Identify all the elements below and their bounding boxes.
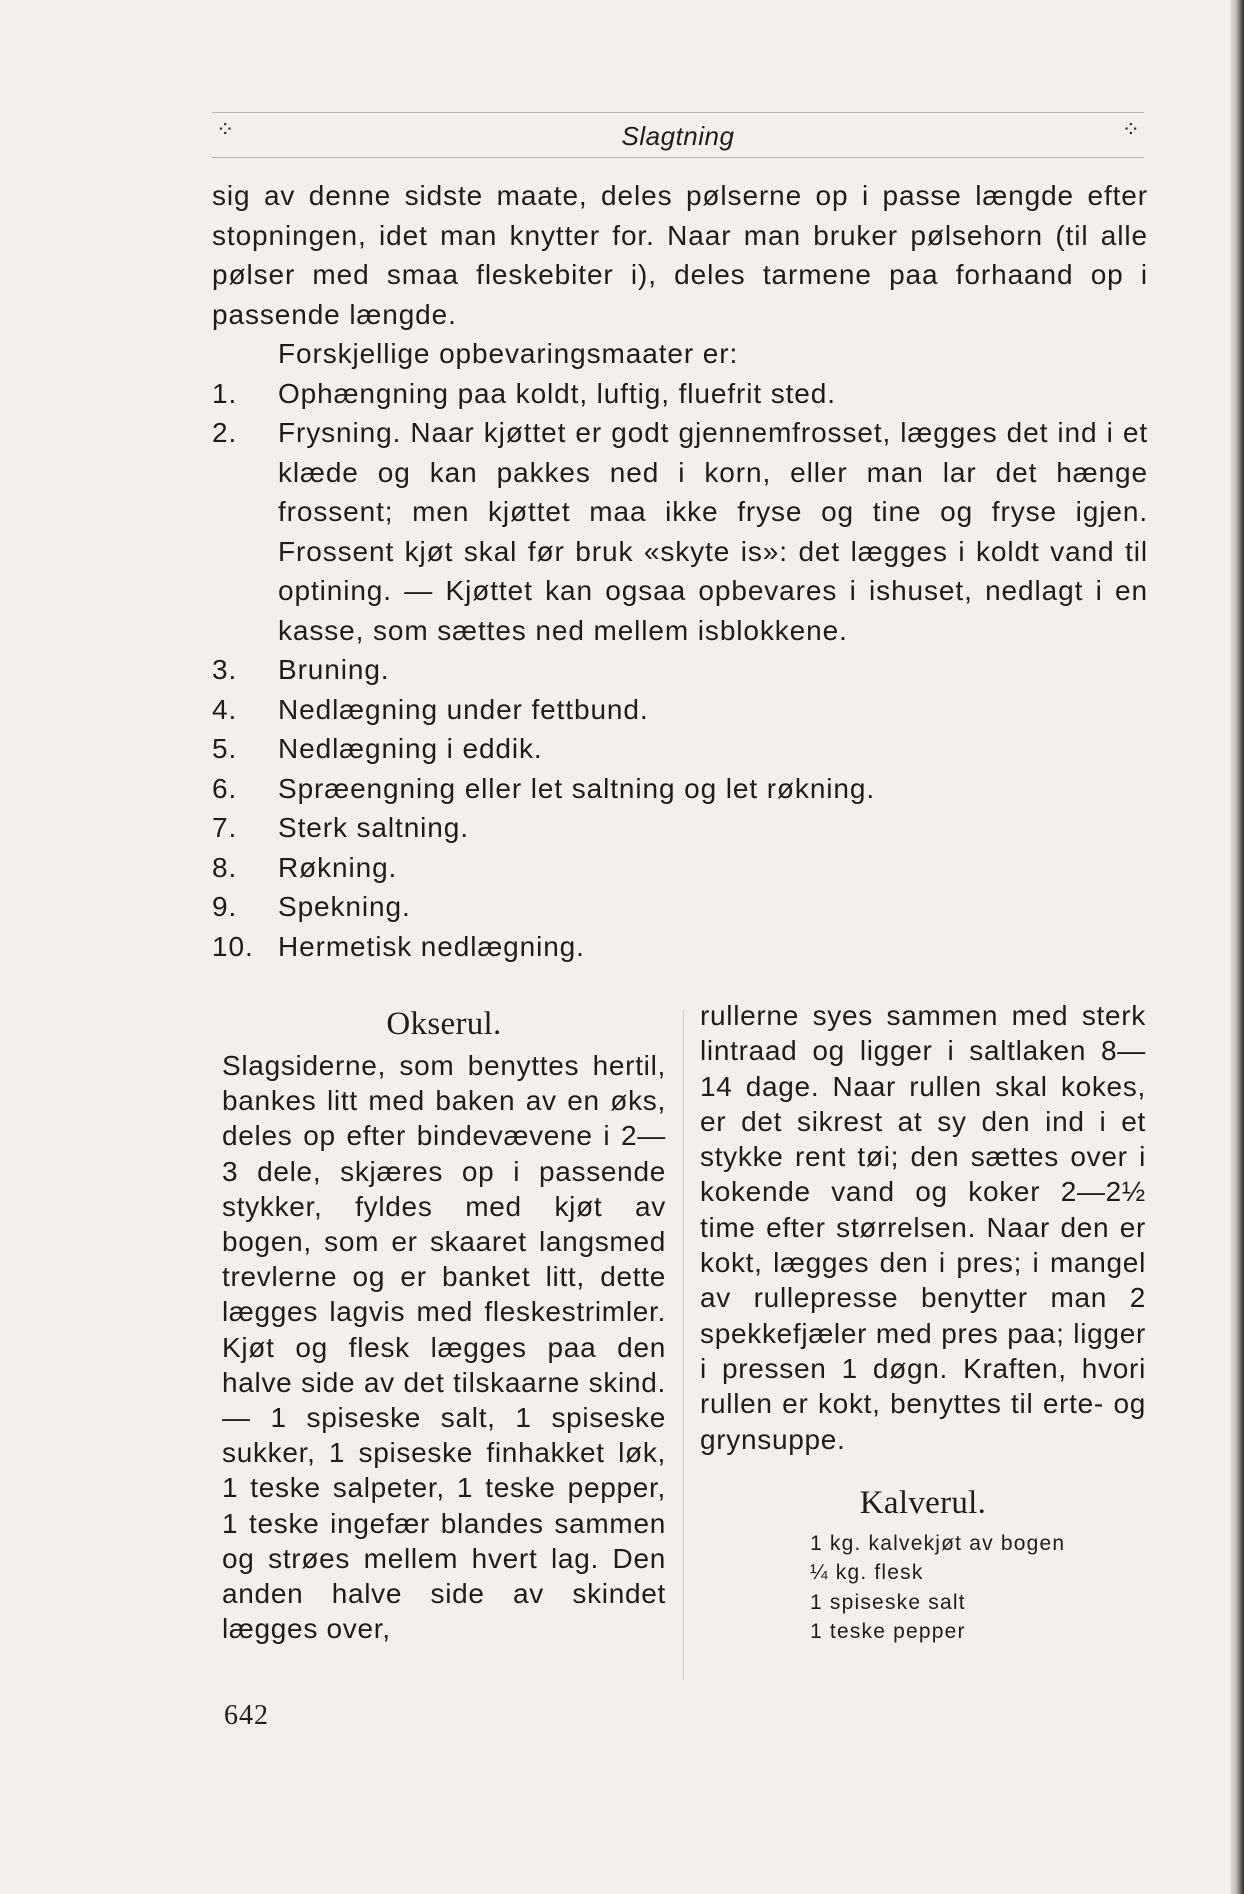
ingredient-item: 1 kg. kalvekjøt av bogen	[810, 1531, 1066, 1555]
list-item: 2. Frysning. Naar kjøttet er godt gjennemfrosset, lægges det ind i et klæde og kan pakkes ned i korn, eller man lar det hænge frossent; men kjøttet maa ikke fryse og tine og fryse igjen. Frossent kjøt skal før bruk «skyte is»: det lægges i koldt vand til optining. — Kjøttet kan ogsaa opbevares i ishuset, nedlagt i en kasse, som sættes ned mellem isblokkene.	[212, 417, 1148, 646]
list-item: 4. Nedlægning under fettbund.	[212, 693, 649, 725]
kalverul-ingredients	[700, 1529, 1146, 1647]
ingredient-item: 1 teske pepper	[810, 1620, 966, 1644]
running-header	[212, 112, 1144, 158]
okserul-title: Okserul.	[386, 1006, 502, 1042]
okserul-column-left	[222, 1004, 666, 1646]
list-item: 8. Røkning.	[212, 851, 398, 883]
list-item: 3. Bruning.	[212, 654, 390, 685]
list-item: 1. Ophængning paa koldt, luftig, fluefrit sted.	[212, 377, 836, 409]
column-divider	[683, 1010, 684, 1680]
kalverul-title: Kalverul.	[859, 1484, 987, 1521]
okserul-text-left: Slagsiderne, som benyttes hertil, bankes litt med baken av en øks, deles op efter bindevævene i 2—3 dele, skjæres op i passende stykker, fyldes med kjøt av bogen, som er skaaret langsmed trevlerne og er banket litt, dette lægges lagvis med fleskestrimler. Kjøt og flesk lægges paa den halve side av det tilskaarne skind. — 1 spiseske salt, 1 spiseske sukker, 1 spiseske finhakket løk, 1 teske salpeter, 1 teske pepper, 1 teske ingefær blandes sammen og strøes mellem hvert lag. Den anden halve side av skindet lægges over,	[222, 1050, 666, 1645]
ornament-left-icon: ⁘	[216, 118, 235, 143]
list-item: 6. Spræengning eller let saltning og let røkning.	[212, 772, 876, 804]
list-item: 7. Sterk saltning.	[212, 812, 469, 843]
ingredient-item: ¼ kg. flesk	[810, 1561, 924, 1585]
list-heading: Forskjellige opbevaringsmaater er:	[278, 338, 739, 369]
list-item: 5. Nedlægning i eddik.	[212, 733, 543, 764]
page-edge	[1230, 0, 1244, 1894]
okserul-text-right: rullerne syes sammen med sterk lintraad og ligger i saltlaken 8—14 dage. Naar rullen skal kokes, er det sikrest at sy den ind i et stykke rent tøi; den sættes over i kokende vand og koker 2—2½ time efter størrelsen. Naar den er kokt, lægges den i pres; i mangel av rullepresse benytter man 2 spekkefjæler med pres paa; ligger i pressen 1 døgn. Kraften, hvori rullen er kokt, benyttes til erte- og grynsuppe.	[700, 1000, 1146, 1455]
ornament-right-icon: ⁘	[1121, 118, 1140, 143]
running-title: Slagtning	[621, 121, 735, 151]
intro-paragraph: sig av denne sidste maate, deles pølserne op i passe længde efter stopningen, idet man knytter for. Naar man bruker pølsehorn (til alle pølser med smaa fleskebiter i), deles tarmene paa forhaand op i passende længde.	[212, 180, 1148, 330]
storage-methods-list	[212, 374, 1148, 967]
okserul-column-right	[700, 998, 1146, 1647]
list-item: 10. Hermetisk nedlægning.	[212, 930, 585, 962]
ingredient-item: 1 spiseske salt	[810, 1590, 966, 1614]
page-number: 642	[224, 1700, 269, 1731]
main-text	[212, 176, 1148, 966]
list-item: 9. Spekning.	[212, 891, 411, 922]
